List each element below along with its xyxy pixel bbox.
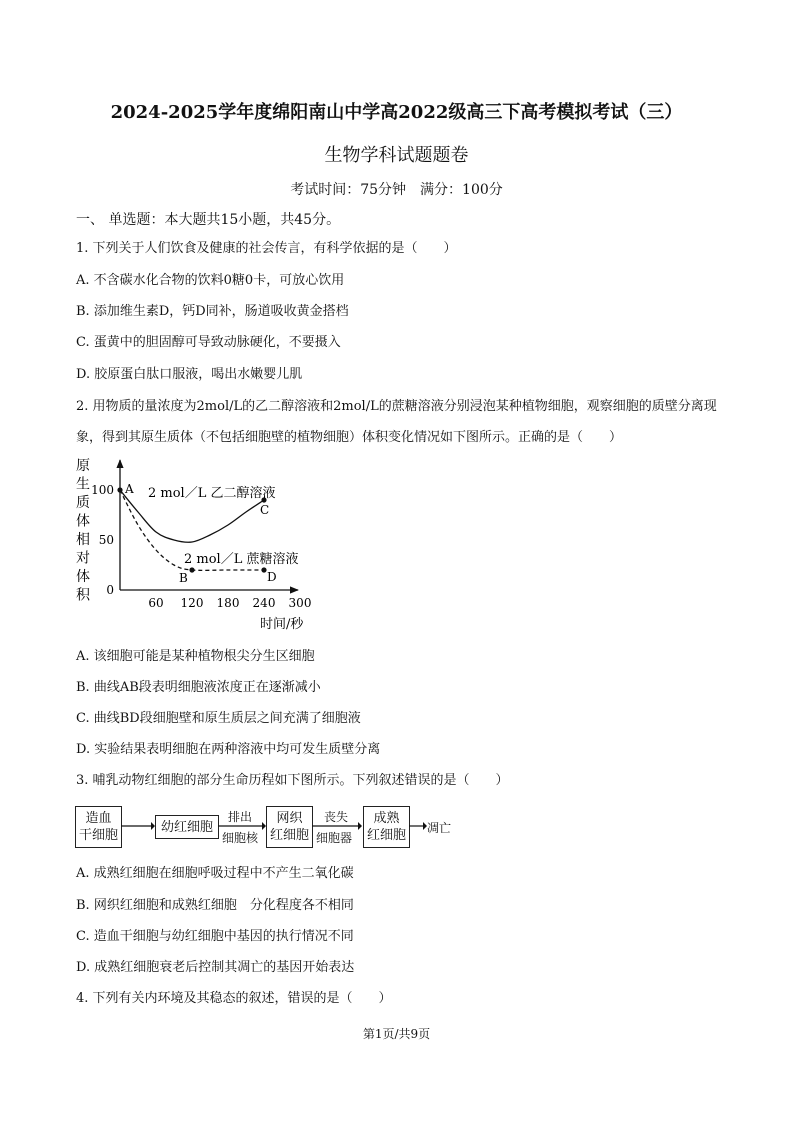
flow-box-mature-erythrocyte: 成熟 红细胞 [363,806,410,848]
point-B [189,567,194,572]
point-A [117,487,122,492]
flow-label-lose: 丧失 [324,810,349,824]
question-3-stem: 3. 哺乳动物红细胞的部分生命历程如下图所示。下列叙述错误的是（ ） [76,773,509,788]
section-title: 一、 单选题：本大题共15小题，共45分。 [76,212,341,228]
y-label-char-0: 原 [76,458,90,474]
flow-label-expel: 排出 [228,810,253,824]
point-label-C: C [260,503,270,517]
flow-box-reticulocyte: 网织 红细胞 [266,806,313,848]
question-3-option-b: B. 网织红细胞和成熟红细胞 分化程度各不相同 [76,898,354,913]
question-1-option-b: B. 添加维生素D，钙D同补，肠道吸收黄金搭档 [76,304,349,319]
y-label-char-1: 生 [76,476,90,493]
question-2-option-a: A. 该细胞可能是某种植物根尖分生区细胞 [76,649,315,664]
y-label-char-2: 质 [76,495,90,511]
exam-title: 2024-2025学年度绵阳南山中学高2022级高三下高考模拟考试（三） [110,102,683,123]
question-4-stem: 4. 下列有关内环境及其稳态的叙述，错误的是（ ） [76,991,392,1006]
x-tick-60: 60 [148,596,164,610]
question-2-option-b: B. 曲线AB段表明细胞液浓度正在逐渐减小 [76,680,321,695]
question-1-option-d: D. 胶原蛋白肽口服液，喝出水嫩婴儿肌 [76,367,303,382]
exam-info: 考试时间：75分钟 满分：100分 [290,182,503,198]
y-label-char-6: 体 [76,569,90,585]
x-tick-120: 120 [180,596,204,610]
x-tick-labels [148,596,311,610]
series-label-sucrose: 2 mol／L 蔗糖溶液 [184,552,299,567]
y-tick-50: 50 [98,533,114,547]
flow-end-apoptosis: 凋亡 [427,821,452,835]
y-label-char-7: 积 [76,587,90,604]
question-1-stem: 1. 下列关于人们饮食及健康的社会传言，有科学依据的是（ ） [76,241,457,256]
x-tick-300: 300 [288,596,312,610]
volume-chart [70,455,330,635]
question-1-option-a: A. 不含碳水化合物的饮料0糖0卡，可放心饮用 [76,273,345,288]
page-footer: 第1页/共9页 [362,1027,431,1041]
flow-label-nucleus: 细胞核 [222,831,259,845]
y-tick-100: 100 [91,483,114,497]
y-axis-label [76,458,91,604]
y-label-char-5: 对 [76,550,90,567]
question-1-option-c: C. 蛋黄中的胆固醇可导致动脉硬化，不要摄入 [76,335,341,350]
flow-box-proerythroblast: 幼红细胞 [155,815,219,839]
point-label-A: A [125,482,134,496]
point-label-B: B [179,571,188,585]
question-3-option-d: D. 成熟红细胞衰老后控制其凋亡的基因开始表达 [76,960,355,975]
exam-subtitle: 生物学科试题题卷 [324,145,469,166]
question-3-option-c: C. 造血干细胞与幼红细胞中基因的执行情况不同 [76,929,354,944]
x-tick-180: 180 [216,596,240,610]
question-2-option-c: C. 曲线BD段细胞壁和原生质层之间充满了细胞液 [76,711,361,726]
y-label-char-4: 相 [76,532,90,548]
flow-arrow-4 [409,816,427,836]
point-D [261,567,266,572]
flow-label-organelles: 细胞器 [316,831,353,845]
point-label-D: D [267,570,277,584]
question-2-stem: 2. 用物质的量浓度为2mol/L的乙二醇溶液和2mol/L的蔗糖溶液分别浸泡某种植物细胞，观察细胞的质壁分离现象，得到其原生质体（不包括细胞壁的植物细胞）体积变化情况如下图所示。正确的是（ ） [76,399,717,445]
flow-arrow-1 [121,816,155,836]
y-tick-labels [91,483,114,597]
x-tick-240: 240 [252,596,276,610]
x-axis-label: 时间/秒 [260,617,304,632]
flow-box-hematopoietic-stem-cell: 造血 干细胞 [75,806,122,848]
question-2-option-d: D. 实验结果表明细胞在两种溶液中均可发生质壁分离 [76,742,381,757]
series-label-ethylene-glycol: 2 mol／L 乙二醇溶液 [148,486,276,501]
question-3-option-a: A. 成熟红细胞在细胞呼吸过程中不产生二氧化碳 [76,866,354,881]
y-label-char-3: 体 [76,513,90,530]
y-tick-0: 0 [106,583,114,597]
